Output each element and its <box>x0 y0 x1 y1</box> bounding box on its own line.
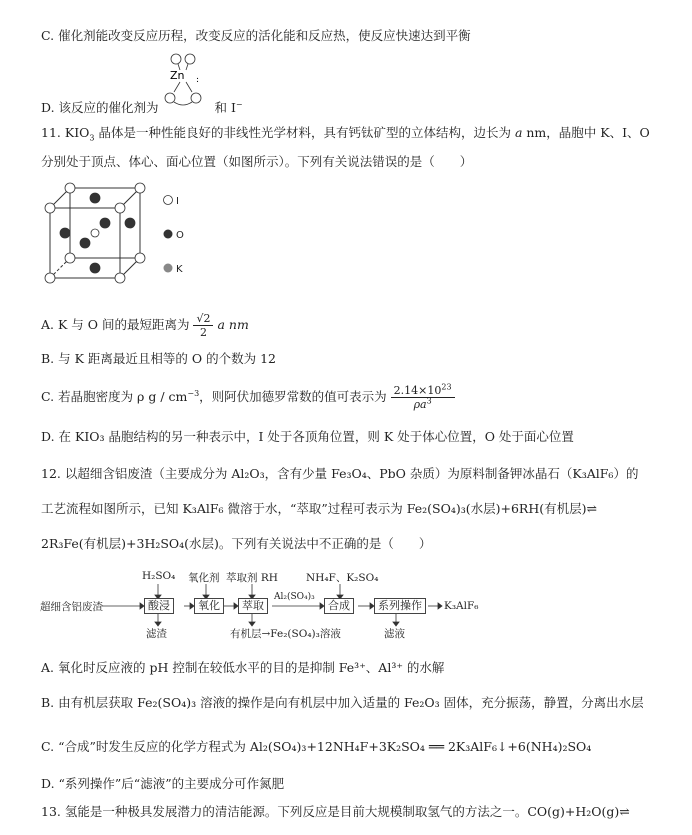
q12-option-b: B. 由有机层获取 Fe₂(SO₄)₃ 溶液的操作是向有机层中加入适量的 Fe₂O₃ 固体，充分振荡，静置，分离出水层 <box>41 695 644 710</box>
q12-option-d: D. “系列操作”后“滤液”的主要成分可作氮肥 <box>41 776 285 791</box>
flow-step-extract: 萃取 <box>238 598 268 614</box>
flow-top-label-oxidant: 氧化剂 <box>188 572 220 584</box>
q12-stem-line3: 2R₃Fe(有机层)+3H₂SO₄(水层)。下列有关说法中不正确的是（ ） <box>41 536 432 551</box>
svg-text:O: O <box>176 230 184 241</box>
q13-stem-line1: 13. 氢能是一种极具发展潜力的清洁能源。下列反应是目前大规模制取氢气的方法之一。CO(g)+H₂O(g)⇌ <box>41 804 630 819</box>
flow-step-synthesize: 合成 <box>324 598 354 614</box>
process-flow-diagram <box>40 566 490 646</box>
q11-option-c: C. 若晶胞密度为 ρ g / $cm^{-3}$，则阿伏加德罗常数的值可表示为 $\frac{2.14\times 10^{23}}{\rho a^3}$ <box>41 384 455 411</box>
flow-top-label-h2so4: H₂SO₄ <box>142 570 176 582</box>
flow-top-label-extractant: 萃取剂 RH <box>226 572 278 584</box>
svg-text:K: K <box>176 264 183 275</box>
q10-option-d: D. 该反应的催化剂为 和 I− <box>41 99 243 115</box>
q12-stem-line2: 工艺流程如图所示，已知 K₃AlF₆ 微溶于水，“萃取”过程可表示为 Fe₂(SO₄)₃(水层)+6RH(有机层)⇌ <box>41 501 597 516</box>
crystal-cell-diagram <box>44 182 194 286</box>
flow-start-label: 超细含铝废渣 <box>40 601 103 613</box>
q12-option-c: C. “合成”时发生反应的化学方程式为 Al₂(SO₄)₃+12NH₄F+3K₂SO₄ ══ 2K₃AlF₆↓+6(NH₄)₂SO₄ <box>41 739 592 754</box>
flow-bottom-label-organic: 有机层→Fe₂(SO₄)₃溶液 <box>230 628 341 640</box>
flow-end-label: K₃AlF₆ <box>444 600 479 612</box>
flow-step-acid-leach: 酸浸 <box>144 598 174 614</box>
svg-text:I: I <box>176 196 179 207</box>
q12-option-a: A. 氧化时反应液的 pH 控制在较低水平的目的是抑制 Fe³⁺、Al³⁺ 的水解 <box>41 660 445 675</box>
flow-mid-label: Al₂(SO₄)₃ <box>274 592 315 602</box>
flow-bottom-label-residue: 滤渣 <box>146 628 167 640</box>
flow-step-oxidize: 氧化 <box>194 598 224 614</box>
flow-bottom-label-filtrate: 滤液 <box>384 628 405 640</box>
q12-stem-line1: 12. 以超细含铝废渣（主要成分为 Al₂O₃，含有少量 Fe₃O₄、PbO 杂质）为原料制备钾冰晶石（K₃AlF₆）的 <box>41 466 639 481</box>
svg-text::: : <box>196 75 200 85</box>
q11-option-a: A. K 与 O 间的最短距离为 $\frac{√2}{2}$ a nm <box>41 312 249 339</box>
flow-top-label-reagents: NH₄F、K₂SO₄ <box>306 572 379 584</box>
q11-option-b: B. 与 K 距离最近且相等的 O 的个数为 12 <box>41 351 276 366</box>
q11-stem-line2: 分别处于顶点、体心、面心位置（如图所示）。下列有关说法错误的是（ ） <box>41 154 473 169</box>
q10-option-c: C. 催化剂能改变反应历程，改变反应的活化能和反应热，使反应快速达到平衡 <box>41 28 471 43</box>
q11-option-d: D. 在 KIO₃ 晶胞结构的另一种表示中，I 处于各顶角位置，则 K 处于体心位置，O 处于面心位置 <box>41 429 574 444</box>
flow-step-series-ops: 系列操作 <box>374 598 426 614</box>
q11-stem-line1: 11. $KIO_3$ 晶体是一种性能良好的非线性光学材料，具有钙钛矿型的立体结构，边长为 a nm，晶胞中 K、I、O <box>41 125 650 143</box>
svg-text:Zn: Zn <box>170 69 185 82</box>
